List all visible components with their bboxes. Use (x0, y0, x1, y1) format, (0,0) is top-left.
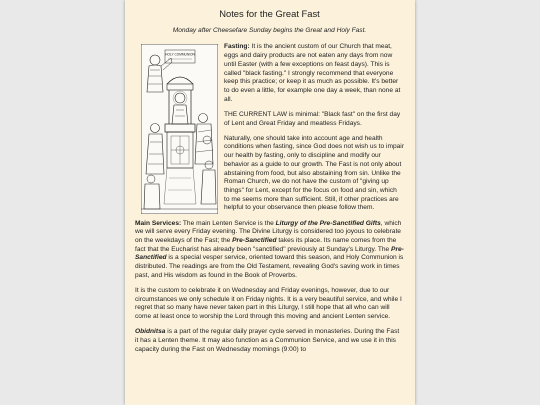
liturgy-presanctified-title: Liturgy of the Pre-Sanctified Gifts (275, 219, 381, 227)
main-services-text-4: is a special vesper service, oriented toward this season, and Holy Communion is distributed. The readings are from the Old Testament, revealing God's saving work in times past, and His wisdom as found in the Book of Proverbs. (135, 254, 404, 279)
obidnitsa-paragraph (135, 328, 404, 354)
presanctified-term-2: Pre-Sanctified (135, 245, 404, 262)
main-services-text-2: , which we will serve every Friday evening. The Divine Liturgy is considered too joyous to celebrate on the weekdays of the Fast; the (135, 219, 402, 244)
main-services-text-1: The main Lenten Service is the (181, 219, 276, 227)
holy-communion-illustration (141, 44, 218, 214)
icon-inscription: HOLY COMMUNION (165, 52, 195, 57)
page-title: Notes for the Great Fast (219, 8, 320, 19)
fasting-text: It is the ancient custom of our Church that meat, eggs and dairy products are not eaten any days from now until Easter (with a few exceptions on feast days). This is called "black fasting." I strongly recommend that everyone keep this practice; or keep it as much as possible. It's better to do even a little, for example one day a week, than none at all. (224, 43, 401, 103)
main-services-paragraph (135, 220, 404, 281)
main-services-label: Main Services: (135, 219, 182, 227)
current-law-paragraph: THE CURRENT LAW is minimal: "Black fast" on the first day of Lent and Great Friday and meatless Fridays. (224, 110, 401, 127)
main-services-text-3: takes its place. Its name comes from the fact that the Eucharist has already been "sanctified" previously at Sunday's Liturgy. The (135, 236, 397, 253)
document-body (125, 0, 415, 354)
presanctified-term-1: Pre-Sanctified (232, 236, 277, 244)
document-page (125, 0, 415, 405)
icon-image (141, 44, 218, 214)
naturally-paragraph: Naturally, one should take into account age and health conditions when fasting, since God does not wish us to impair our health by fasting, only to discipline and modify our behavior as a guide to our growth. The Fast is not only about abstaining from food, but also abstaining from sin. Unlike the Roman Church, we do not have the custom of "giving up things" for Lent, except for the focus on food and sin, which to me seems more than sufficient. Still, if other practices are helpful to your observance then please follow them. (224, 134, 404, 212)
obidnitsa-label: Obidnitsa (135, 328, 166, 336)
obidnitsa-text: is a part of the regular daily prayer cycle served in monasteries. During the Fast it has a Lenten theme. It may also function as a Communion Service, and we use it in this capacity during the Fast on Wednesday mornings (9:00) to (135, 328, 400, 353)
custom-paragraph: It is the custom to celebrate it on Wednesday and Friday evenings, however, due to our circumstances we only schedule it on Friday nights. It is a very beautiful service, and while I regret that so many have never taken part in this Liturgy, I still hope that all who can will come at least once to worship the Lord through this moving and ancient Lenten service. (135, 286, 402, 321)
subtitle: Monday after Cheesefare Sunday begins the Great and Holy Fast. (172, 26, 367, 34)
fasting-label: Fasting: (224, 43, 250, 51)
